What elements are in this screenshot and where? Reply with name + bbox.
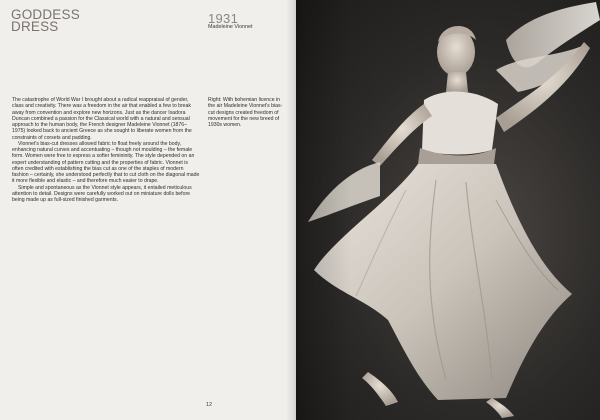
headline-line-1: GODDESS — [11, 7, 80, 22]
right-page — [296, 0, 600, 420]
dancer-illustration — [296, 0, 600, 420]
page-number: 12 — [206, 402, 212, 408]
body-paragraph: Simple and spontaneous as the Vionnet style appears, it entailed meticulous attention to detail. Designs were carefully worked out on miniature dolls before being made up as full-sized finished garments. — [12, 184, 192, 203]
dancer-photo — [296, 0, 600, 420]
headline-line-2: DRESS — [11, 19, 59, 34]
page-headline — [11, 9, 151, 33]
body-paragraph: Vionnet's bias-cut dresses allowed fabric to float freely around the body, enhancing natural curves and accentuating – though not moulding – the female form. Women were free to express a softer femininity. The style depended on an expert understanding of pattern cutting and the properties of fabric. Vionnet is often credited with establishing the bias cut as one of the staples of modern fashion – certainly, she understood perfectly that to cut cloth on the diagonal made it more flexible and elastic – and therefore much easier to drape. — [12, 140, 200, 185]
year-label: 1931 — [208, 11, 239, 26]
left-page — [0, 0, 296, 420]
body-paragraph: The catastrophe of World War I brought about a radical reappraisal of gender, class and creativity. There was a freedom in the air that enabled a few to break away from convention and explore new horizons. Just as the dancer Isadora Duncan combined a passion for the Classical world with a natural and sensual approach to the human body, the French designer Madeleine Vionnet (1876–1975) looked back to ancient Greece as she sought to liberate women from the constraints of corsets and padding. — [12, 97, 192, 141]
photo-caption: Right: With bohemian licence in the air Madeleine Vionnet's bias-cut designs created freedom of movement for the new breed of 1930s women. — [208, 97, 283, 128]
designer-name: Madeleine Vionnet — [208, 24, 253, 30]
body-text — [12, 97, 200, 203]
book-gutter — [286, 0, 306, 420]
